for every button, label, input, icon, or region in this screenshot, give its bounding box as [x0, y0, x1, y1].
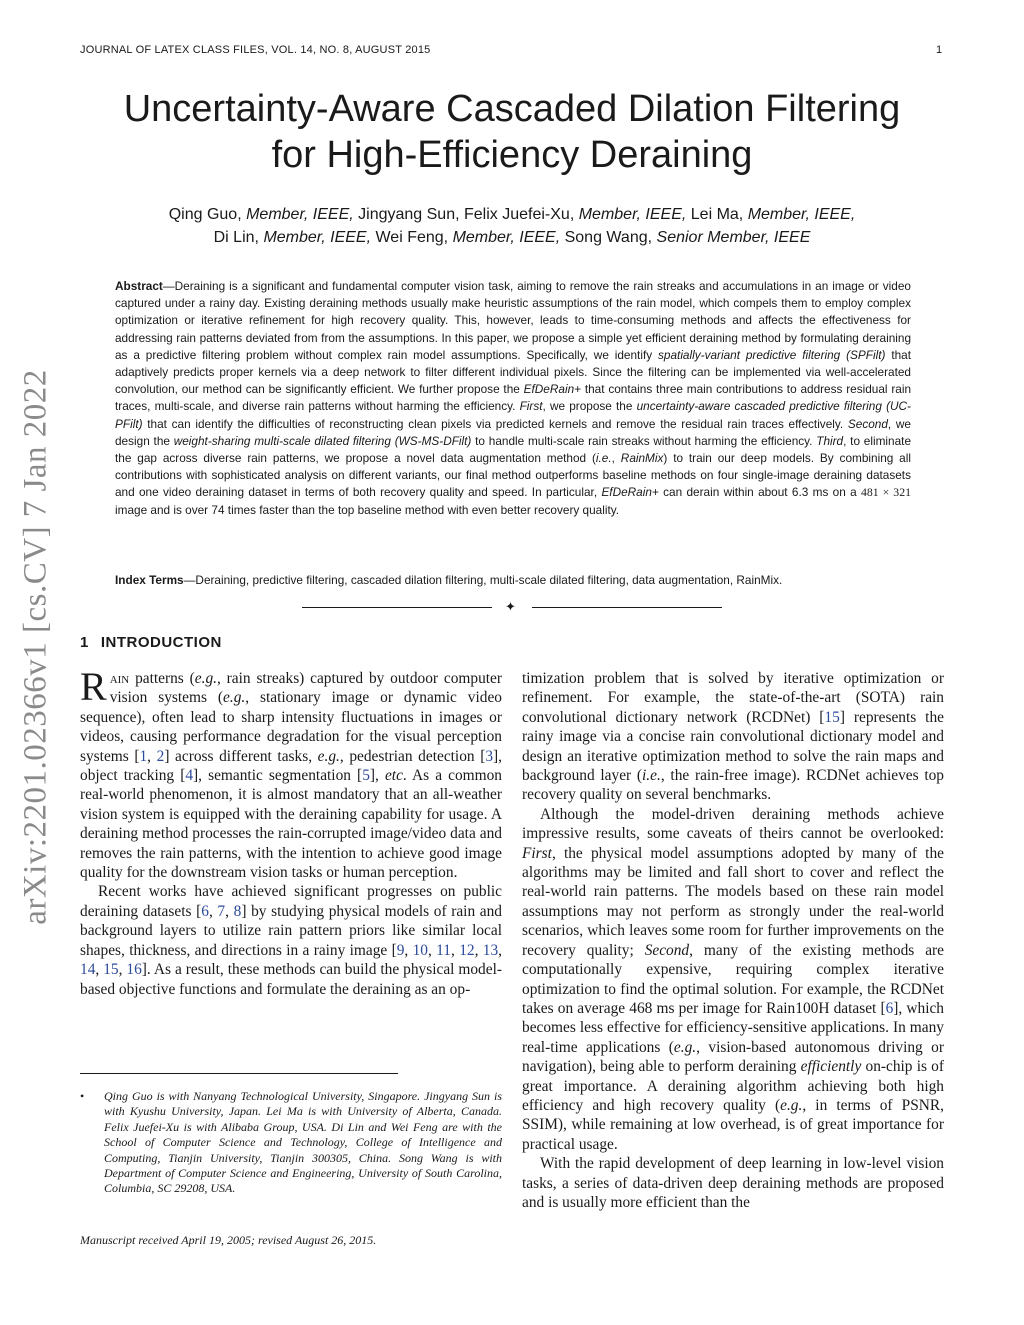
separator-line [532, 607, 722, 608]
abstract-text: that can identify the difficulties of reconstructing clean pixels via predicted kernels and remove the residual rain traces effectively. [142, 416, 848, 431]
arxiv-stamp [10, 370, 62, 925]
abstract-text: , we design the [115, 416, 911, 448]
body-text: , [225, 902, 234, 920]
citation-link[interactable]: 14 [80, 961, 96, 979]
abstract-emphasis: EfDeRain+ [601, 485, 659, 500]
body-text: on-chip is of great importance. A deraining algorithm achieving both high efficiency and high recovery quality ( [522, 1058, 944, 1114]
body-text: timization problem that is solved by iterative optimization or refinement. For example, the state-of-the-art (SOTA) rain convolutional dictionary network (RCDNet) [ [522, 670, 944, 726]
body-emphasis: i.e. [642, 767, 661, 785]
author-role: Member, IEEE, [263, 229, 372, 246]
paper-title [80, 86, 944, 178]
abstract-label: Abstract [115, 279, 163, 293]
author-role: Member, IEEE, [246, 206, 354, 223]
abstract-emphasis: uncertainty-aware cascaded predictive filtering (UC-PFilt) [115, 399, 911, 431]
separator-line [302, 607, 492, 608]
body-text: , [147, 747, 157, 765]
affiliation-footnote [80, 1089, 502, 1197]
body-text: . As a common real-world phenomenon, it is almost mandatory that an all-weather vision system is equipped with the deraining capability for usage. A deraining method processes the rain-corrupted image/video data and removes the rain patterns, with the intention to achieve good image quality for the downstream vision tasks or human perception. [80, 767, 502, 882]
body-emphasis: Second [644, 941, 690, 959]
author-role: Member, IEEE, [452, 229, 561, 246]
body-emphasis: etc [384, 767, 403, 785]
body-text: , the physical model assumptions adopted by many of the algorithms may be limited and fall short to cover and reflect the real-world rain patterns. The models based on these rain model assumptions may not perform as strongly under the real-world scenarios, which leaves some room for further improvements on the recovery quality; [522, 844, 944, 959]
body-text: Although the model-driven deraining methods achieve impressive results, some caveats of theirs cannot be overlooked: [522, 805, 944, 843]
running-head: JOURNAL OF LATEX CLASS FILES, VOL. 14, NO. 8, AUGUST 2015 [80, 44, 431, 56]
abstract-text: ) to train our deep models. By combining all contributions with sophisticated analysis on different variants, our final method outperforms baseline methods on four single-image deraining datasets and one video deraining dataset in terms of both recovery quality and speed. In particular, [115, 451, 911, 500]
small-caps-word: ain [109, 670, 130, 687]
citation-link[interactable]: 4 [185, 767, 194, 785]
abstract-text: , to eliminate the gap across diverse rain patterns, we propose a novel data augmentation method ( [115, 433, 912, 466]
citation-link[interactable]: 6 [201, 902, 209, 920]
author-role: Member, IEEE, [578, 206, 687, 223]
citation-link[interactable]: 7 [217, 902, 226, 920]
left-column [80, 664, 503, 999]
body-text: , [427, 941, 437, 959]
section-number: 1 [80, 634, 89, 651]
body-text: ] represents the rainy image via a concise rain convolutional dictionary model and design an iterative optimization method to solve the rain maps and background layer ( [522, 708, 944, 785]
body-text: ], semantic segmentation [ [193, 767, 363, 785]
paragraph [80, 664, 503, 882]
page-number: 1 [936, 44, 943, 56]
body-text: ]. As a result, these methods can build the physical model-based objective functions and formulate the deraining as an op- [80, 961, 502, 998]
abstract-text: that contains three main contributions to address residual rain traces, multi-scale, and diverse rain patterns without harming the efficiency. [115, 382, 912, 414]
body-emphasis: e.g. [194, 670, 217, 687]
body-text: With the rapid development of deep learning in low-level vision tasks, a series of data-driven deep deraining methods are proposed and is usually more efficient than the [522, 1155, 944, 1211]
body-text: , [451, 941, 460, 959]
body-text: , [208, 902, 218, 920]
body-text: , in terms of PSNR, SSIM), while remaining at low overhead, is of great importance for practical usage. [522, 1096, 944, 1153]
index-terms [115, 572, 911, 589]
abstract-emphasis: spatially-variant predictive filtering (SPFilt) [658, 347, 886, 362]
body-emphasis: e.g. [317, 747, 340, 765]
body-emphasis: e.g. [780, 1096, 803, 1114]
manuscript-note: Manuscript received April 19, 2005; revised August 26, 2015. [80, 1233, 377, 1247]
arxiv-stamp-text: arXiv:2201.02366v1 [cs.CV] 7 Jan 2022 [17, 369, 54, 925]
paragraph [522, 669, 944, 805]
body-text: Recent works have achieved significant progresses on public deraining datasets [ [80, 883, 502, 920]
abstract-emphasis: i.e. [595, 451, 612, 466]
section-title: INTRODUCTION [100, 634, 222, 651]
body-emphasis: e.g. [223, 689, 246, 707]
right-column [522, 669, 944, 1212]
citation-link[interactable]: 1 [139, 747, 148, 765]
author-role: Senior Member, IEEE [656, 229, 811, 246]
abstract-text: can derain within about 6.3 ms on a [658, 485, 861, 500]
body-text: , [95, 961, 104, 979]
abstract-text: , we propose the [542, 399, 637, 414]
author-role: Member, IEEE, [747, 206, 856, 223]
abstract-emphasis: EfDeRain+ [523, 382, 582, 397]
body-text: ] by studying physical models of rain and background layers to utilize rain pattern priors like similar local shapes, thickness, and directions in a rainy image [ [80, 902, 502, 959]
body-emphasis: First [522, 844, 552, 862]
citation-link[interactable]: 3 [485, 747, 494, 765]
paragraph [522, 805, 944, 1154]
author-name: Lei Ma, [690, 206, 744, 223]
body-text: ], object tracking [ [80, 747, 503, 785]
body-text: , rain streaks) captured by outdoor computer vision systems ( [109, 670, 502, 707]
citation-link[interactable]: 15 [824, 708, 840, 726]
body-text: , [404, 941, 413, 959]
paragraph [80, 882, 502, 998]
title-line-1: Uncertainty-Aware Cascaded Dilation Filtering [123, 88, 901, 130]
body-text: ], which becomes less effective for efficiency-sensitive applications. In many real-time applications ( [522, 999, 945, 1056]
abstract [115, 278, 911, 519]
drop-cap: R [80, 664, 107, 709]
author-list [80, 203, 944, 249]
abstract-emphasis: weight-sharing multi-scale dilated filtering (WS-MS-DFilt) [173, 433, 472, 448]
title-line-2: for High-Efficiency Deraining [271, 134, 753, 176]
section-separator [302, 600, 722, 616]
body-text: ], [369, 767, 385, 785]
footnote-rule [80, 1073, 398, 1074]
citation-link[interactable]: 2 [156, 747, 165, 765]
body-text: , [498, 941, 503, 959]
citation-link[interactable]: 8 [233, 902, 242, 920]
author-name: Di Lin, [213, 229, 259, 246]
footnote-text: Qing Guo is with Nanyang Technological University, Singapore. Jingyang Sun is with Kyushu University, Japan. Lei Ma is with University of Alberta, Canada. Felix Juefei-Xu is with Alibaba Group, USA. Di Lin and Wei Feng are with the School of Computer Science and Technology, College of Intelligence and Computing, Tianjin University, Tianjin 300305, China. Song Wang is with Department of Computer Science and Engineering, University of South Carolina, Columbia, SC 29208, USA. [104, 1089, 502, 1196]
body-text: ] across different tasks, [164, 747, 318, 765]
body-emphasis: efficiently [800, 1058, 862, 1076]
body-text: , the rain-free image). RCDNet achieves top recovery quality on several benchmarks. [522, 767, 945, 804]
diamond-icon: ✦ [505, 599, 516, 614]
abstract-emphasis: First [519, 399, 543, 414]
citation-link[interactable]: 11 [436, 941, 451, 959]
body-text: , many of the existing methods are computationally expensive, requiring complex iterative optimization to find the optimal solution. For example, the RCDNet takes on average 468 ms per image for Rain100H dataset [ [522, 941, 944, 1017]
abstract-emphasis: Third [816, 433, 844, 448]
abstract-text: —Deraining is a significant and fundamental computer vision task, aiming to remove the rain streaks and accumulations in an image or video captured under a rainy day. Existing deraining methods usually make heuristic assumptions of the rain model, which compels them to employ complex optimization or iterative refinement for high recovery quality. This, however, leads to time-consuming methods and affects the effectiveness for addressing rain patterns deviated from from the assumptions. In this paper, we propose a simple yet efficient deraining method by formulating deraining as a predictive filtering problem without complex rain model assumptions. Specifically, we identify [115, 279, 911, 362]
abstract-emphasis: RainMix [620, 451, 664, 466]
author-name: Jingyang Sun, Felix Juefei-Xu, [358, 206, 575, 223]
section-heading [80, 634, 222, 651]
citation-link[interactable]: 13 [482, 941, 499, 959]
bullet-icon: • [80, 1089, 85, 1103]
body-emphasis: e.g. [673, 1038, 697, 1056]
body-text: , pedestrian detection [ [339, 747, 486, 765]
abstract-math: 481 × 321 [860, 485, 911, 500]
abstract-text: to handle multi-scale rain streaks without harming the efficiency. [471, 433, 817, 448]
citation-link[interactable]: 10 [412, 941, 428, 959]
index-terms-text: —Deraining, predictive filtering, cascaded dilation filtering, multi-scale dilated filtering, data augmentation, RainMix. [183, 573, 783, 587]
abstract-text: image and is over 74 times faster than the top baseline method with even better recovery quality. [115, 502, 620, 517]
body-text: , stationary image or dynamic video sequence), often lead to sharp intensity fluctuations in images or videos, causing performance degradation for the visual perception systems [ [80, 689, 502, 765]
citation-link[interactable]: 6 [885, 999, 894, 1017]
citation-link[interactable]: 12 [459, 941, 475, 959]
citation-link[interactable]: 16 [126, 961, 142, 979]
abstract-text: , [611, 451, 621, 466]
abstract-emphasis: Second [847, 416, 888, 431]
body-text: , [474, 941, 483, 959]
author-name: Wei Feng, [375, 229, 449, 246]
abstract-text: that adaptively predicts proper kernels via a deep network to filter different individual pixels. Since the filtering can be implemented via well-accelerated convolution, our method can be significantly efficient. We further propose the [115, 347, 911, 397]
citation-link[interactable]: 9 [396, 941, 405, 959]
index-terms-label: Index Terms [115, 573, 184, 587]
body-text: , [118, 961, 127, 979]
paragraph [522, 1154, 944, 1212]
citation-link[interactable]: 5 [362, 767, 370, 785]
author-name: Song Wang, [564, 229, 653, 246]
citation-link[interactable]: 15 [103, 961, 119, 979]
author-name: Qing Guo, [168, 206, 242, 223]
body-text: , vision-based autonomous driving or navigation), being able to perform deraining [522, 1038, 944, 1076]
body-text: patterns ( [129, 670, 195, 687]
